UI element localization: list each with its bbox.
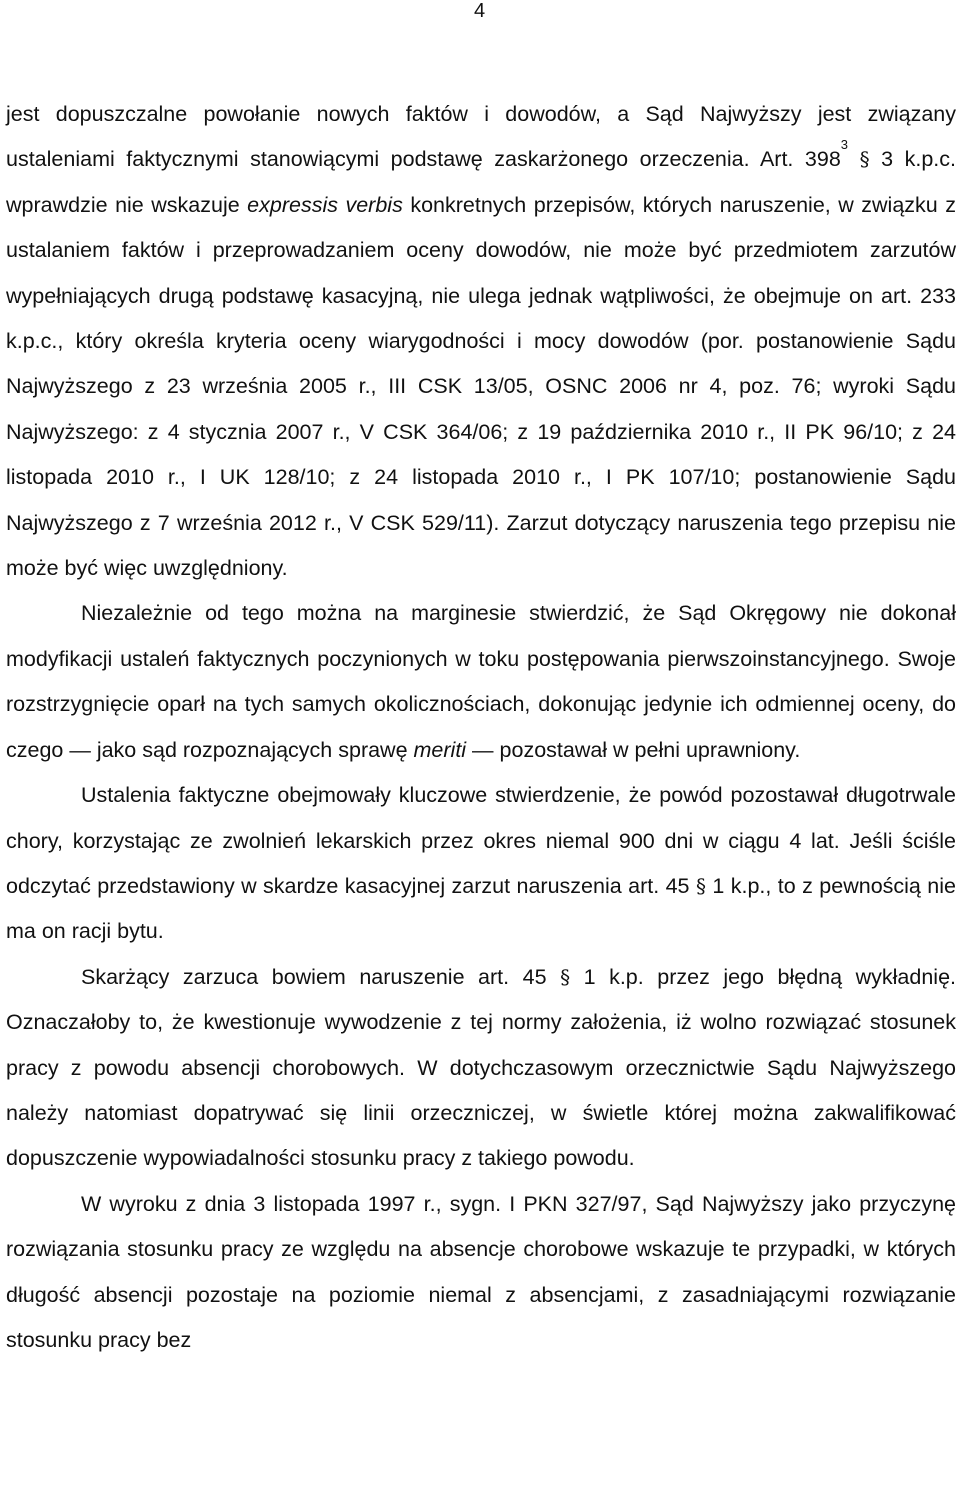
page-body (6, 92, 956, 1363)
paragraph-2 (6, 591, 956, 773)
section-sign: § (695, 873, 706, 898)
paragraph-1-text-c: konkretnych przepisów, których naruszenie, w związku z ustalaniem faktów i przeprowadzaniem oceny dowodów, nie może być przedmiotem zarzutów wypełniających drugą podstawę kasacyjną, nie ulega jednak wątpliwości, że obejmuje on art. 233 k.p.c., który określa kryteria oceny wiarygodności i mocy dowodów (por. postanowienie Sądu Najwyższego z 23 września 2005 r., III CSK 13/05, OSNC 2006 nr 4, poz. 76; wyroki Sądu Najwyższego: z 4 stycznia 2007 r., V CSK 364/06; z 19 października 2010 r., II PK 96/10; z 24 listopada 2010 r., I UK 128/10; z 24 listopada 2010 r., I PK 107/10; postanowienie Sądu Najwyższego z 7 września 2012 r., V CSK 529/11). Zarzut dotyczący naruszenia tego przepisu nie może być więc uwzględniony. (6, 192, 956, 581)
paragraph-2-text-a: Niezależnie od tego można na marginesie stwierdzić, że Sąd Okręgowy nie dokonał modyfikacji ustaleń faktycznych poczynionych w toku postępowania pierwszoinstancyjnego. Swoje rozstrzygnięcie oparł na tych samych okolicznościach, dokonując jedynie ich odmiennej oceny, do czego — jako sąd rozpoznających sprawę (6, 601, 956, 762)
paragraph-1 (6, 92, 956, 591)
paragraph-5-text-a: W wyroku z dnia 3 listopada 1997 r., sygn. I PKN 327/97, Sąd Najwyższy jako przyczynę rozwiązania stosunku pracy ze względu na absencje chorobowe wskazuje te przypadki, w których długość absencji pozostaje na poziomie niemal z absencjami, z zasadniającymi rozwiązanie stosunku pracy bez (6, 1191, 956, 1352)
section-sign: § (560, 964, 571, 989)
superscript-3: 3 (840, 137, 849, 153)
paragraph-3-text-b: 1 k.p., to z pewnością nie ma on racji bytu. (6, 873, 956, 944)
page-number: 4 (474, 0, 486, 22)
paragraph-1-text-b: 3 k.p.c. wprawdzie nie wskazuje (6, 147, 956, 217)
paragraph-3-text-a: Ustalenia faktyczne obejmowały kluczowe stwierdzenie, że powód pozostawał długotrwale chory, korzystając ze zwolnień lekarskich przez okres niemal 900 dni w ciągu 4 lat. Jeśli ściśle odczytać przedstawiony w skardze kasacyjnej zarzut naruszenia art. 45 (6, 783, 956, 898)
paragraph-4 (6, 955, 956, 1182)
paragraph-1-text-a: jest dopuszczalne powołanie nowych faktów i dowodów, a Sąd Najwyższy jest związany ustaleniami faktycznymi stanowiącymi podstawę zaskarżonego orzeczenia. Art. 398 (6, 102, 956, 172)
paragraph-2-text-b: — pozostawał w pełni uprawniony. (466, 737, 801, 762)
paragraph-5 (6, 1182, 956, 1364)
section-sign: § (859, 147, 870, 172)
paragraph-2-italic: meriti (413, 737, 467, 762)
paragraph-4-text-a: Skarżący zarzuca bowiem naruszenie art. 45 (81, 964, 561, 989)
paragraph-1-italic: expressis verbis (247, 192, 403, 217)
paragraph-4-text-b: 1 k.p. przez jego błędną wykładnię. Oznaczałoby to, że kwestionuje wywodzenie z tej normy założenia, iż wolno rozwiązać stosunek pracy z powodu absencji chorobowych. W dotychczasowym orzecznictwie Sądu Najwyższego należy natomiast dopatrywać się linii orzeczniczej, w świetle której można zakwalifikować dopuszczenie wypowiadalności stosunku pracy z takiego powodu. (6, 964, 956, 1171)
paragraph-3 (6, 773, 956, 955)
